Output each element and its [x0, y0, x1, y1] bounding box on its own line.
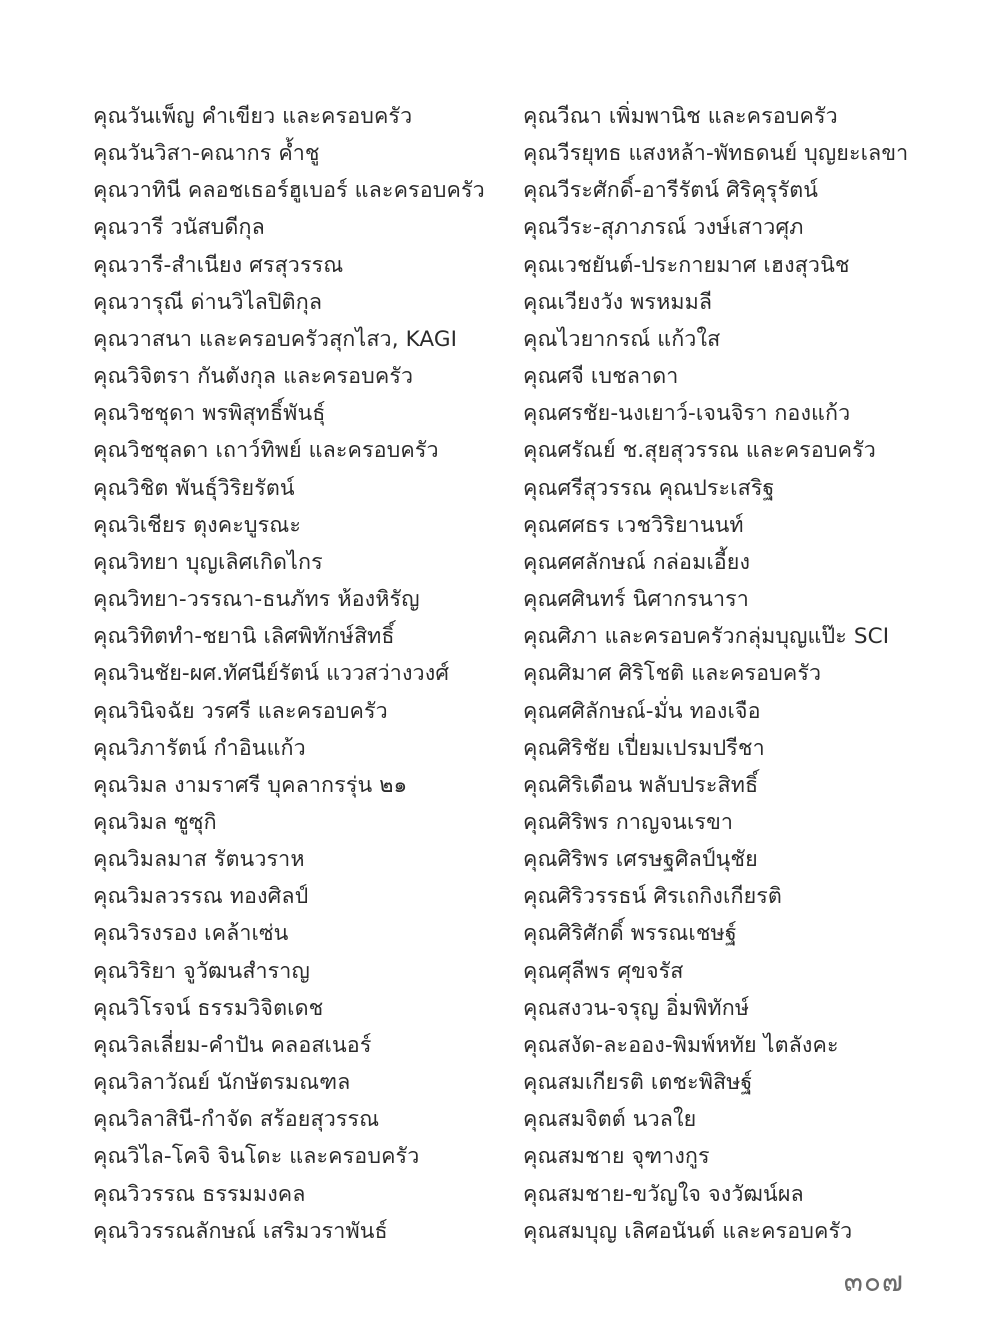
- donor-name: คุณวินิจฉัย วรศรี และครอบครัว: [93, 698, 388, 724]
- donor-name: คุณศิริชัย เปี่ยมเปรมปรีชา: [523, 735, 765, 761]
- donor-name: คุณวินชัย-ผศ.ทัศนีย์รัตน์ แววสว่างวงศ์: [93, 661, 450, 687]
- donor-name: คุณวิชชุลดา เถาว์ทิพย์ และครอบครัว: [93, 438, 439, 464]
- donor-name: คุณวาทินี คลอชเธอร์ฮูเบอร์ และครอบครัว: [93, 178, 485, 204]
- donor-name: คุณวิมลวรรณ ทองศิลป์: [93, 884, 309, 910]
- donor-name: คุณสมจิตต์ นวลใย: [523, 1107, 697, 1133]
- donor-name: คุณศิริเดือน พลับประสิทธิ์: [523, 772, 759, 798]
- donor-name: คุณไวยากรณ์ แก้วใส: [523, 326, 721, 352]
- donor-name: คุณศิริพร เศรษฐศิลป์นุชัย: [523, 847, 758, 873]
- donor-name: คุณศรชัย-นงเยาว์-เจนจิรา กองแก้ว: [523, 401, 851, 427]
- donor-name: คุณวิวรรณ ธรรมมงคล: [93, 1181, 306, 1207]
- donor-name: คุณวาสนา และครอบครัวสุกไสว, KAGI: [93, 326, 458, 352]
- donor-name: คุณวิรงรอง เคล้าเซ่น: [93, 921, 289, 947]
- donor-name: คุณวิริยา จูวัฒนสำราญ: [93, 958, 310, 984]
- donor-name: คุณศศลักษณ์ กล่อมเอี้ยง: [523, 549, 751, 575]
- donor-name: คุณสมบุญ เลิศอนันต์ และครอบครัว: [523, 1218, 853, 1244]
- donor-name: คุณวิลเลี่ยม-คำปัน คลอสเนอร์: [93, 1032, 372, 1058]
- donor-name: คุณวิทยา-วรรณา-ธนภัทร ห้องหิรัญ: [93, 587, 420, 613]
- donor-name: คุณวิโรจน์ ธรรมวิจิตเดช: [93, 995, 324, 1021]
- donor-name: คุณสมเกียรติ เตชะพิสิษฐ์: [523, 1070, 753, 1096]
- donor-name: คุณวิมล งามราศรี บุคลากรรุ่น ๒๑: [93, 772, 408, 798]
- donor-name: คุณวิลาวัณย์ นักษัตรมณฑล: [93, 1070, 351, 1096]
- donor-name: คุณวารี-สำเนียง ศรสุวรรณ: [93, 252, 344, 278]
- donor-name: คุณวันวิสา-คณากร ค้ำชู: [93, 141, 320, 167]
- donor-name: คุณสมชาย-ขวัญใจ จงวัฒน์ผล: [523, 1181, 804, 1207]
- donor-name: คุณวารี วนัสบดีกุล: [93, 215, 265, 241]
- donor-name: คุณวารุณี ด่านวิไลปิติกุล: [93, 289, 323, 315]
- donor-name: คุณศุลีพร ศุขจรัส: [523, 958, 684, 984]
- donor-name: คุณวิลาสินี-กำจัด สร้อยสุวรรณ: [93, 1107, 380, 1133]
- donor-name: คุณวิมล ซูซุกิ: [93, 809, 217, 835]
- donor-name: คุณสมชาย จุฑางกูร: [523, 1144, 710, 1170]
- donor-list-right: [523, 98, 923, 1250]
- donor-name: คุณวิไล-โคจิ จินโดะ และครอบครัว: [93, 1144, 420, 1170]
- page-number: ๓๐๗: [843, 1265, 904, 1298]
- donor-name: คุณศศธร เวชวิริยานนท์: [523, 512, 744, 538]
- donor-name: คุณศรัณย์ ช.สุยสุวรรณ และครอบครัว: [523, 438, 876, 464]
- donor-name: คุณวิวรรณลักษณ์ เสริมวราพันธ์: [93, 1218, 388, 1244]
- donor-name: คุณวีระ-สุภาภรณ์ วงษ์เสาวศุภ: [523, 215, 804, 241]
- donor-name: คุณวิภารัตน์ กำอินแก้ว: [93, 735, 306, 761]
- donor-name: คุณศจี เบชลาดา: [523, 364, 679, 390]
- donor-name: คุณศิมาศ ศิริโชติ และครอบครัว: [523, 661, 822, 687]
- donor-name: คุณวิชชุดา พรพิสุทธิ์พันธุ์: [93, 401, 326, 427]
- donor-name: คุณวิเชียร ตุงคะบูรณะ: [93, 512, 302, 538]
- donor-name: คุณสงวน-จรุญ อิ่มพิทักษ์: [523, 995, 750, 1021]
- donor-name: คุณเวชยันต์-ประกายมาศ เฮงสุวนิช: [523, 252, 850, 278]
- donor-name: คุณศิริพร กาญจนเรขา: [523, 809, 734, 835]
- donor-name: คุณศิริวรรธน์ ศิรเถกิงเกียรติ: [523, 884, 782, 910]
- donor-name: คุณวิมลมาส รัตนวราห: [93, 847, 305, 873]
- donor-name: คุณวิทิตทำ-ชยานิ เลิศพิทักษ์สิทธิ์: [93, 624, 395, 650]
- donor-name: คุณวิทยา บุญเลิศเกิดไกร: [93, 549, 323, 575]
- donor-name: คุณวิชิต พันธุ์วิริยรัตน์: [93, 475, 295, 501]
- donor-name: คุณวีณา เพิ่มพานิช และครอบครัว: [523, 104, 838, 129]
- donor-name: คุณศศินทร์ นิศากรนารา: [523, 587, 749, 613]
- donor-name: คุณศิภา และครอบครัวกลุ่มบุญแป๊ะ SCI: [523, 624, 890, 650]
- donor-name: คุณสงัด-ละออง-พิมพ์หทัย ไตลังคะ: [523, 1032, 839, 1058]
- donor-name: คุณศศิลักษณ์-มั่น ทองเจือ: [523, 698, 761, 724]
- donor-name: คุณวันเพ็ญ คำเขียว และครอบครัว: [93, 104, 413, 129]
- donor-name: คุณวีระศักดิ์-อารีรัตน์ ศิริคุรุรัตน์: [523, 178, 819, 204]
- donor-list-left: [93, 98, 503, 1250]
- donor-name: คุณศรีสุวรรณ คุณประเสริฐ: [523, 475, 775, 501]
- donor-name: คุณศิริศักดิ์ พรรณเชษฐ์: [523, 921, 737, 947]
- donor-name: คุณวิจิตรา กันตังกุล และครอบครัว: [93, 364, 414, 390]
- donor-name: คุณวีรยุทธ แสงหล้า-พัทธดนย์ บุญยะเลขา: [523, 141, 909, 167]
- donor-name: คุณเวียงวัง พรหมมลี: [523, 289, 713, 315]
